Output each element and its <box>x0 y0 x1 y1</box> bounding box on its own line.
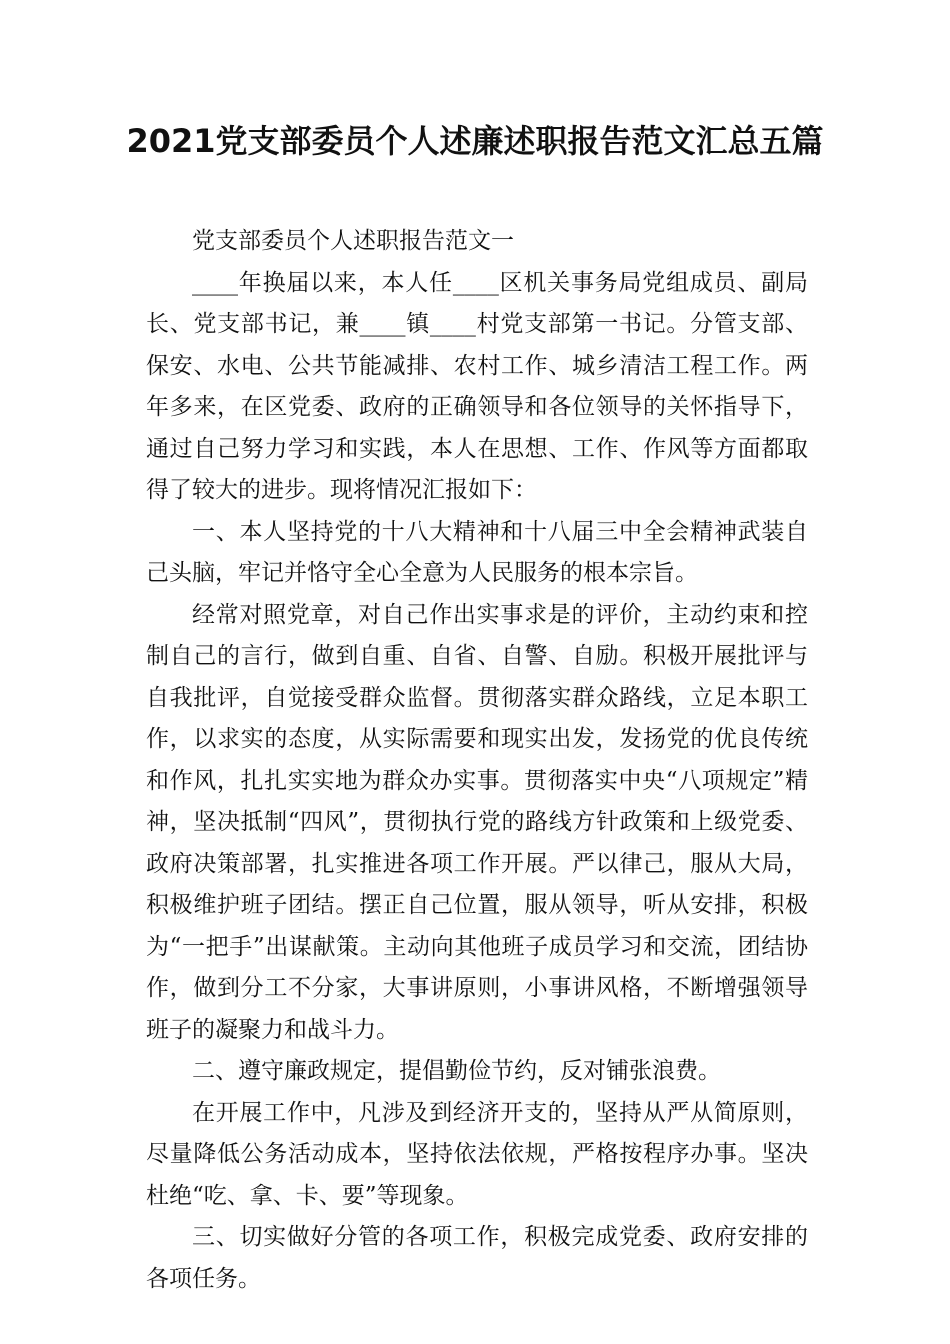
document-body <box>146 221 808 1300</box>
document-title: 2021党支部委员个人述廉述职报告范文汇总五篇 <box>126 122 824 160</box>
body-paragraph-point-one: 一、本人坚持党的十八大精神和十八届三中全会精神武装自己头脑，牢记并恪守全心全意为人民服务的根本宗旨。 <box>146 518 808 586</box>
body-paragraph-point-two: 二、遵守廉政规定，提倡勤俭节约，反对铺张浪费。 <box>192 1058 721 1084</box>
body-paragraph-expenses: 在开展工作中，凡涉及到经济开支的，坚持从严从简原则，尽量降低公务活动成本，坚持依法依规，严格按程序办事。坚决杜绝“吃、拿、卡、要”等现象。 <box>146 1099 808 1209</box>
body-paragraph-intro: ____年换届以来，本人任____区机关事务局党组成员、副局长、党支部书记，兼____镇____村党支部第一书记。分管支部、保安、水电、公共节能减排、农村工作、城乡清洁工程工作。两年多来，在区党委、政府的正确领导和各位领导的关怀指导下，通过自己努力学习和实践，本人在思想、工作、作风等方面都取得了较大的进步。现将情况汇报如下： <box>146 269 808 503</box>
body-paragraph-party-constitution: 经常对照党章，对自己作出实事求是的评价，主动约束和控制自己的言行，做到自重、自省、自警、自励。积极开展批评与自我批评，自觉接受群众监督。贯彻落实群众路线，立足本职工作，以求实的态度，从实际需要和现实出发，发扬党的优良传统和作风，扎扎实实地为群众办实事。贯彻落实中央“八项规定”精神，坚决抵制“四风”，贯彻执行党的路线方针政策和上级党委、政府决策部署，扎实推进各项工作开展。严以律己，服从大局，积极维护班子团结。摆正自己位置，服从领导，听从安排，积极为“一把手”出谋献策。主动向其他班子成员学习和交流，团结协作，做到分工不分家，大事讲原则，小事讲风格，不断增强领导班子的凝聚力和战斗力。 <box>146 601 808 1043</box>
section-heading-article-one: 党支部委员个人述职报告范文一 <box>192 228 514 254</box>
body-paragraph-point-three: 三、切实做好分管的各项工作，积极完成党委、政府安排的各项任务。 <box>146 1224 808 1292</box>
